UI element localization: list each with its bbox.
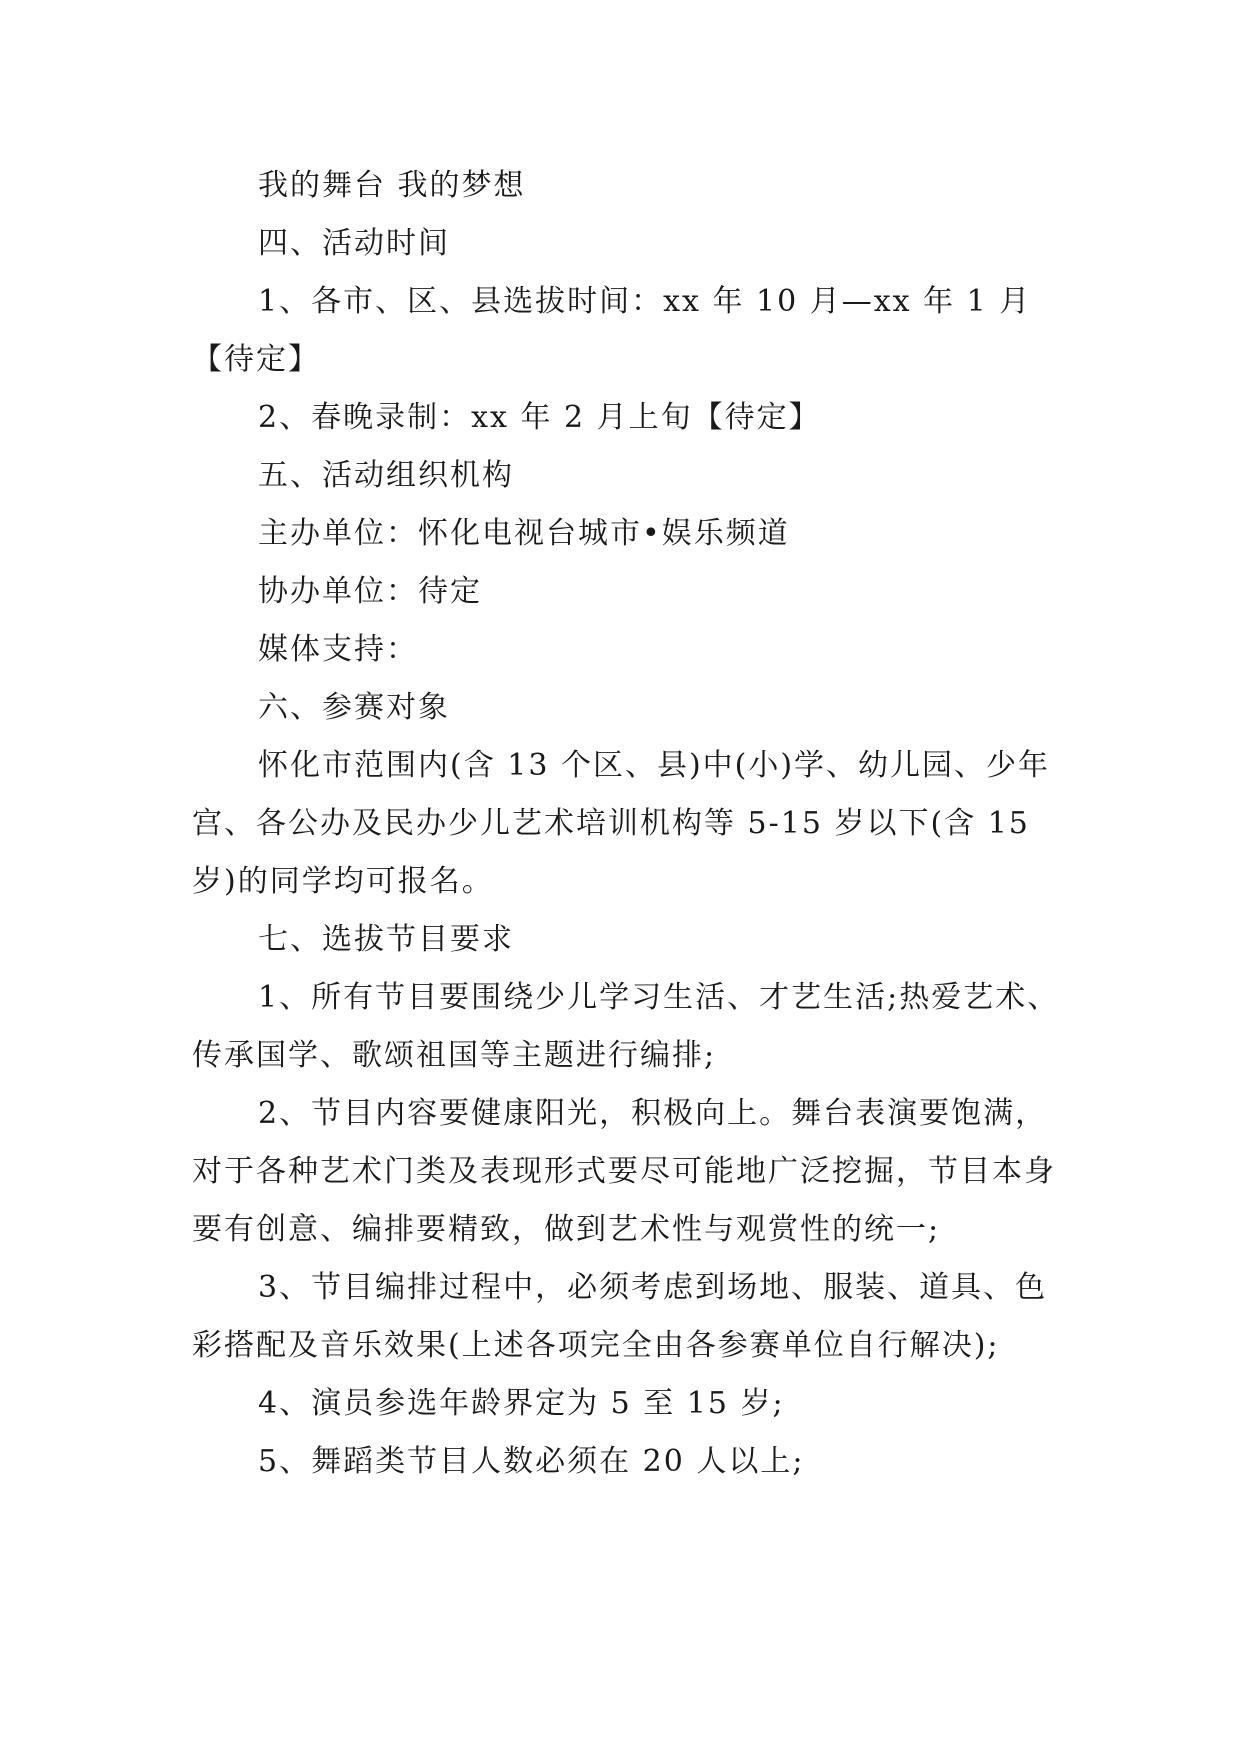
paragraph-media-support: 媒体支持： [258, 632, 418, 667]
heading-program-requirements: 七、选拔节目要求 [258, 922, 514, 957]
paragraph-slogan: 我的舞台 我的梦想 [258, 168, 526, 203]
paragraph-requirement-2: 2、节目内容要健康阳光，积极向上。舞台表演要饱满，对于各种艺术门类及表现形式要尽可能地广泛挖掘，节目本身要有创意、编排要精致，做到艺术性与观赏性的统一; [192, 1096, 1056, 1247]
heading-organizers: 五、活动组织机构 [258, 458, 514, 493]
heading-activity-time: 四、活动时间 [258, 226, 450, 261]
paragraph-co-organizer: 协办单位：待定 [258, 574, 482, 609]
paragraph-selection-time: 1、各市、区、县选拔时间：xx 年 10 月—xx 年 1 月【待定】 [192, 284, 1032, 377]
heading-participants: 六、参赛对象 [258, 690, 450, 725]
paragraph-recording-time: 2、春晚录制：xx 年 2 月上旬【待定】 [258, 400, 821, 435]
paragraph-requirement-3: 3、节目编排过程中，必须考虑到场地、服装、道具、色彩搭配及音乐效果(上述各项完全由各参赛单位自行解决); [192, 1270, 1048, 1363]
paragraph-requirement-5: 5、舞蹈类节目人数必须在 20 人以上; [258, 1444, 805, 1479]
paragraph-host: 主办单位：怀化电视台城市•娱乐频道 [258, 516, 790, 551]
paragraph-requirement-4: 4、演员参选年龄界定为 5 至 15 岁; [258, 1386, 785, 1421]
document-body [192, 157, 1062, 1491]
paragraph-participants: 怀化市范围内(含 13 个区、县)中(小)学、幼儿园、少年宫、各公办及民办少儿艺术培训机构等 5-15 岁以下(含 15 岁)的同学均可报名。 [192, 748, 1051, 899]
paragraph-requirement-1: 1、所有节目要围绕少儿学习生活、才艺生活;热爱艺术、传承国学、歌颂祖国等主题进行编排; [192, 980, 1060, 1073]
